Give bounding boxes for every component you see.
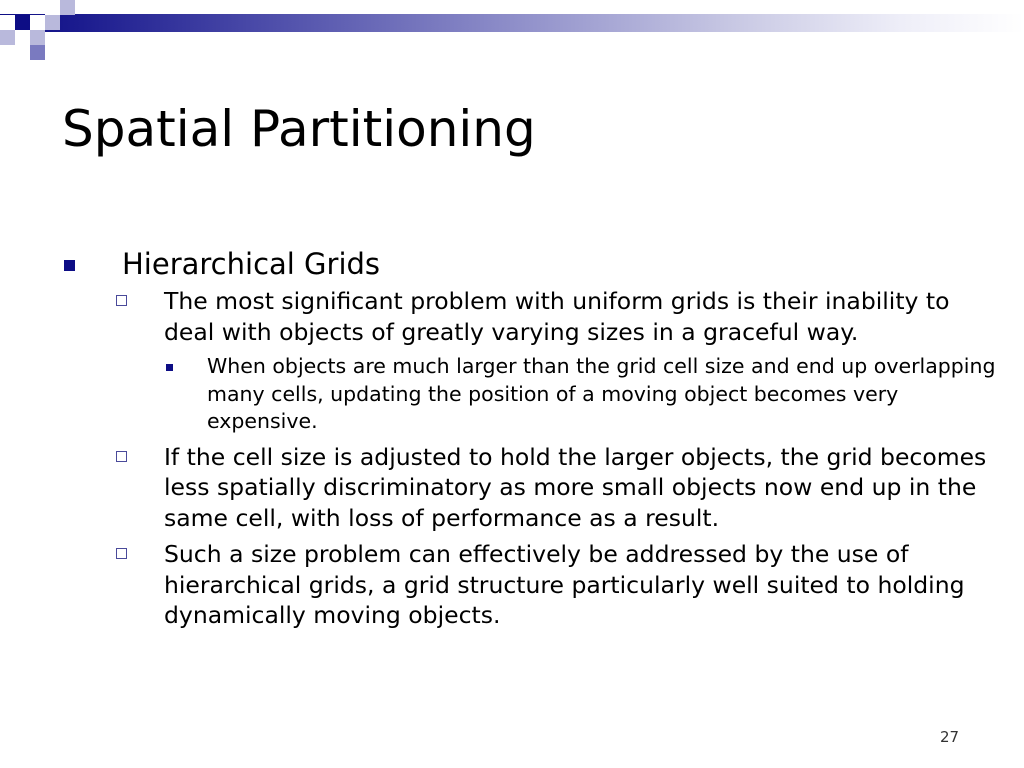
bullet-text: When objects are much larger than the grid cell size and end up overlapping many cells, updating the position of a moving object becomes very expensive.	[207, 354, 996, 433]
bullet-text: Hierarchical Grids	[122, 247, 381, 281]
decor-square-white	[45, 0, 60, 15]
decor-square-white	[30, 15, 45, 30]
bullet-text: The most significant problem with uniform grids is their inability to deal with objects of greatly varying sizes in a graceful way.	[164, 287, 950, 346]
decor-square-mid	[30, 45, 45, 60]
bullet-item-level1	[60, 244, 1000, 284]
decor-square-light	[0, 30, 15, 45]
square-bullet-icon	[64, 260, 75, 271]
hollow-square-bullet-icon	[116, 548, 127, 559]
header-gradient-band	[0, 14, 1024, 32]
decor-square-light	[30, 30, 45, 45]
bullet-item-level2	[60, 442, 1000, 534]
decor-square-light	[45, 15, 60, 30]
small-square-bullet-icon	[166, 364, 173, 371]
bullet-text: Such a size problem can effectively be addressed by the use of hierarchical grids, a grid structure particularly well suited to holding dynamically moving objects.	[164, 540, 965, 629]
slide-title: Spatial Partitioning	[62, 100, 536, 158]
decor-square-light	[60, 0, 75, 15]
bullet-text: If the cell size is adjusted to hold the larger objects, the grid becomes less spatially discriminatory as more small objects now end up in the same cell, with loss of performance as a result.	[164, 442, 987, 532]
decor-square-white	[15, 30, 30, 45]
page-number: 27	[940, 728, 960, 746]
decor-square-dark	[15, 15, 30, 30]
bullet-list	[60, 244, 1000, 637]
bullet-item-level3	[60, 353, 1000, 436]
bullet-item-level2	[60, 286, 1000, 347]
bullet-item-level2	[60, 539, 1000, 631]
hollow-square-bullet-icon	[116, 295, 127, 306]
hollow-square-bullet-icon	[116, 451, 127, 462]
decor-square-white	[0, 15, 15, 30]
